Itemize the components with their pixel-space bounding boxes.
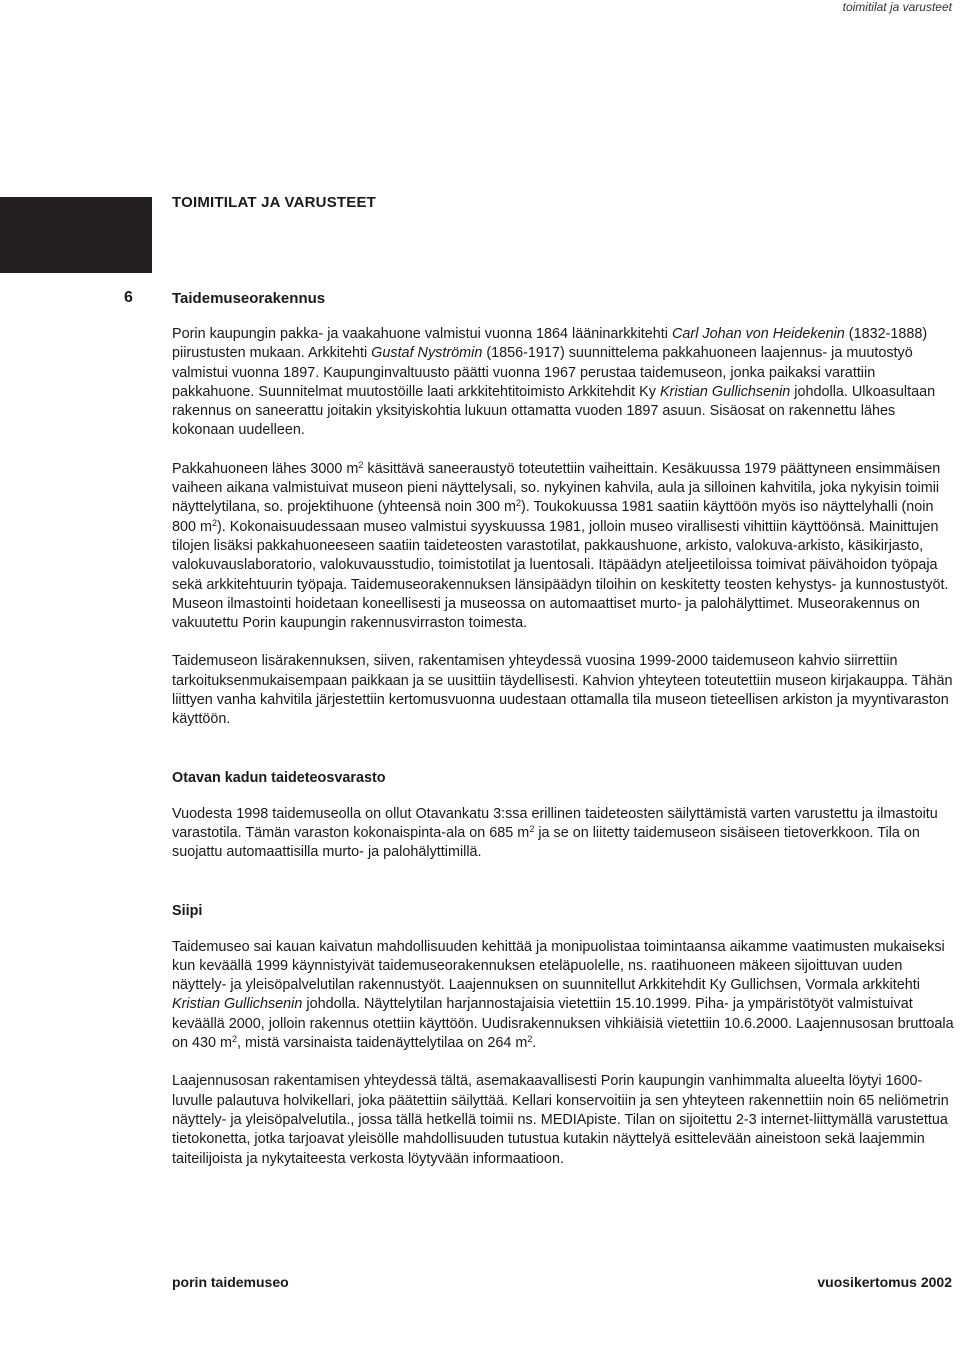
paragraph-history: Porin kaupungin pakka- ja vaakahuone valmistui vuonna 1864 lääninarkkitehti Carl Johan von Heidekenin (1832-1888) piirustusten mukaan. Arkkitehti Gustaf Nyströmin (1856-1917) suunnittelema pakkahuoneen laajennus- ja muutostyö valmistui vuonna 1897. Kaupunginvaltuusto päätti vuonna 1967 perustaa taidemuseon, jonka paikaksi varattiin pakkahuone. Suunnitelmat muutostöille laati arkkitehtitoimisto Arkkitehdit Ky Kristian Gullichsenin johdolla. Ulkoasultaan rakennus on saneerattu joitakin yksityiskohtia lukuun ottamatta vuoden 1897 asuun. Sisäosat on rakennettu lähes kokonaan uudelleen.: [172, 326, 936, 439]
paragraph-cafe: Taidemuseon lisärakennuksen, siiven, rakentamisen yhteydessä vuosina 1999-2000 taidemuseon kahvio siirrettiin tarkoituksenmukaisempaan paikkaan ja se uusittiin täydellisesti. Kahvion yhteyteen toteutettiin museon kirjakauppa. Tähän liittyen vanha kahvitila järjestettiin kertomusvuonna uudestaan ottamalla tila museon tieteellisen arkiston ja myyntivaraston käyttöön.: [172, 653, 953, 728]
footer-publisher: porin taidemuseo: [172, 1274, 289, 1290]
paragraph-renovation: Pakkahuoneen lähes 3000 $m^2$ käsittävä saneeraustyö toteutettiin vaiheittain. Kesäkuussa 1979 päättyneen ensimmäisen vaiheen aikana valmistuivat museon pieni näyttelysali, so. nykyinen kahvila, aula ja silloinen kahvitila, joka nykyisin toimii näyttelytilana, so. projektihuone (yhteensä noin 300 $m^2$). Toukokuussa 1981 saatiin käyttöön myös iso näyttelyhalli (noin 800 $m^2$). Kokonaisuudessaan museo valmistui syyskuussa 1981, jolloin museo virallisesti vihittiin käyttöönsä. Mainittujen tilojen lisäksi pakkahuoneeseen saatiin taideteosten varastotilat, pakkaushuone, arkisto, valokuva-arkisto, käsikirjasto, valokuvauslaboratorio, valokuvausstudio, toimistotilat ja luentosali. Itäpäädyn ateljeetiloissa toimivat päivähoidon työpaja sekä arkkitehtuurin työpaja. Taidemuseorakennuksen länsipäädyn tiloihin on keskitetty teosten kehystys- ja kunnostustyöt. Museon ilmastointi hoidetaan koneellisesti ja museossa on automaattiset murto- ja palohälyttimet. Museorakennus on vakuutettu Porin kaupungin rakennusvirraston toimesta.: [172, 459, 949, 632]
paragraph-otava-storage: Vuodesta 1998 taidemuseolla on ollut Otavankatu 3:ssa erillinen taideteosten säilyttämistä varten varustettu ja ilmastoitu varastotila. Tämän varaston kokonaispinta-ala on 685 $m^2$ ja se on liitetty taidemuseon sisäiseen tietoverkkoon. Tila on suojattu automaattisilla murto- ja palohälyttimillä.: [172, 805, 938, 861]
heading-siipi: Siipi: [172, 902, 203, 919]
heading-otavan-kadun-taideteosvarasto: Otavan kadun taideteosvarasto: [172, 769, 386, 786]
main-content: [172, 289, 958, 1169]
heading-taidemuseorakennus: Taidemuseorakennus: [172, 290, 326, 307]
section-title: TOIMITILAT JA VARUSTEET: [172, 194, 377, 211]
paragraph-siipi: Taidemuseo sai kauan kaivatun mahdollisuuden kehittää ja monipuolistaa toimintaansa aikamme vaatimusten mukaiseksi kun keväällä 1999 käynnistyivät taidemuseorakennuksen eteläpuolelle, ns. raatihuoneen mäkeen sijoittuvan uuden näyttely- ja yleisöpalvelutilan rakennustyöt. Laajennuksen on suunnitellut Arkkitehdit Ky Gullichsen, Vormala arkkitehti Kristian Gullichsenin johdolla. Näyttelytilan harjannostajaisia vietettiin 15.10.1999. Piha- ja ympäristötyöt valmistuivat keväällä 2000, jolloin rakennus otettiin käyttöön. Uudisrakennuksen vihkiäisiä vietettiin 10.6.2000. Laajennusosan bruttoala on 430 $m^2$, mistä varsinaista taidenäyttelytilaa on 264 $m^2$.: [172, 938, 954, 1052]
footer-publication: vuosikertomus 2002: [817, 1274, 952, 1290]
chapter-number: 6: [124, 289, 133, 306]
running-header: toimitilat ja varusteet: [842, 0, 952, 14]
paragraph-cellar-mediapiste: Laajennusosan rakentamisen yhteydessä tältä, asemakaavallisesti Porin kaupungin vanhimmalta alueelta löytyi 1600-luvulle palautuva holvikellari, joka päätettiin säilyttää. Kellari konservoitiin ja sen yhteyteen rakennettiin noin 65 neliömetrin näyttely- ja yleisöpalvelutila., jossa tällä hetkellä toimii ns. MEDIApiste. Tilan on sijoitettu 2-3 internet-liittymällä varustettua tietokonetta, jotka tarjoavat yleisölle mahdollisuuden tutustua kutakin näyttelyä esittelevään aineistoon sekä laajemmin taiteilijoista ja nykytaiteesta verkosta löytyvään informaatioon.: [172, 1073, 949, 1167]
section-marker-block: [0, 197, 152, 273]
